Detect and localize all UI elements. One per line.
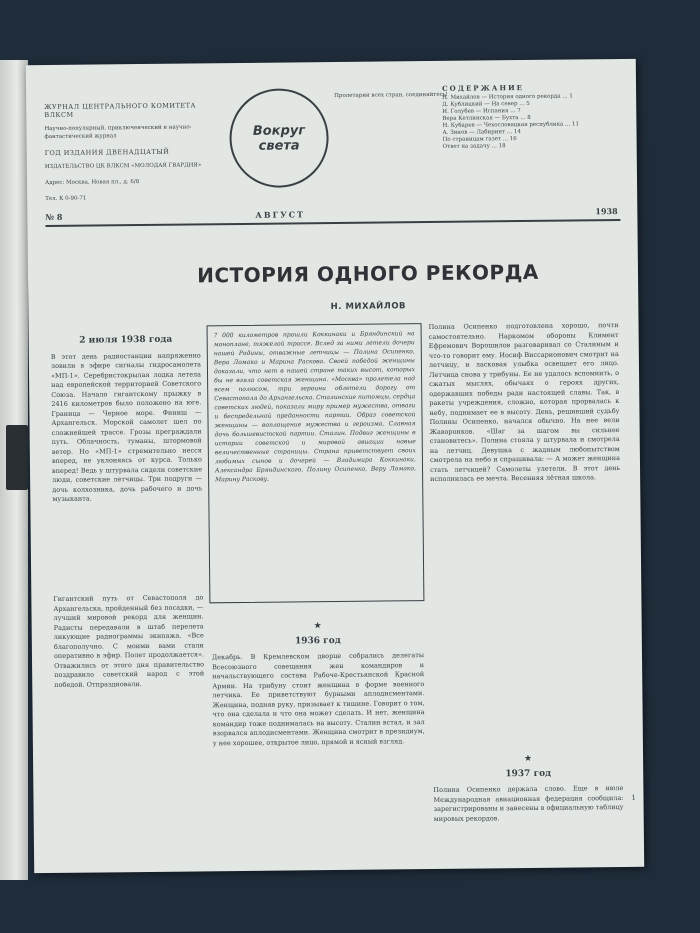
magazine-page — [26, 59, 644, 873]
table-of-contents — [442, 83, 628, 151]
contents-item: Ответ на задачу ... 18 — [442, 143, 506, 150]
boxed-quote: 7 000 километров прошли Коккинаки и Бряндинский на моноплане, тяжелой трассе. Вслед за ними летели дочери нашей Родины, отважные летчицы — Полина Осипенко, Вера Ломако и Марина Раскова. Своей победой женщины доказали, что нет в нашей стране таких высот, которых бы не взяла советская женщина. «Москва» пролетела над всем полюсом, три героини облетели дорогу от Севастополя до Архангельска. Сталинские питомцы, сердца советских людей, показали миру пример мужества, отваги и беспредельной преданности партии. Образ советской женщины — воплощение мужества и героизма. Славная дочь большевистской партии. Сталин. Подвиг женщины в истории советской и мировой авиации новые величественные страницы. Страна приветствует своих любимых сынов и дочерей — Владимира Коккинаки, Александра Бряндинского, Полину Осипенко, Веру Ломако, Марину Раскову. — [207, 323, 425, 603]
journal-subtitle: Научно-популярный, приключенческий и научно-фантастический журнал — [44, 124, 192, 141]
column-2-text: Декабрь. В Кремлевском дворце собрались делегаты Всесоюзного совещания жен командиров и начальствующего состава Рабоче-Крестьянской Красной Армии. На трибуну стоит женщина в форме военного летчика. Ее приветствуют бурными аплодисментами. Женщина, подняв руку, призывает к тишине. Говорит о том, что она сделала и что она может сделать. И нет, женщина командир тоже поднималась на высоту. Сталин встал, и зал взорвался аплодисментами. Женщина смотрит в президиум, у нее хорошее, открытое лицо, прямой и ясный взгляд. — [211, 651, 425, 747]
column-1-lower-text: Гигантский путь от Севастополя до Архангельска, пройденный без посадки, — лучший мировой рекорд для женщин. Радисты передавали в штаб перелета ликующие радиограммы экипажа. «Все благополучно. С моими вами стали оперативно в эфир. Полет продолжается». Отважились от этого дня правительство поздравило советский народ с этой победой. Отпраздновали. — [53, 593, 205, 689]
spine-binding-gap — [6, 425, 28, 490]
year-line: ГОД ИЗДАНИЯ ДВЕНАДЦАТЫЙ — [44, 147, 170, 158]
issue-year: 1938 — [595, 206, 618, 217]
phone: Тел. К 0-90-71 — [45, 195, 87, 203]
column-1 — [51, 333, 203, 504]
publisher: ИЗДАТЕЛЬСТВО ЦК ВЛКСМ «МОЛОДАЯ ГВАРДИЯ» — [44, 162, 202, 171]
contents-item: Н. Кубарев — Чехословацкая республика ... 11 — [442, 121, 580, 129]
address: Адрес: Москва, Новая пл., д. 6/8 — [44, 179, 140, 187]
journal-line: ЖУРНАЛ ЦЕНТРАЛЬНОГО КОМИТЕТА ВЛКСМ — [44, 101, 196, 120]
issue-month: АВГУСТ — [255, 209, 306, 220]
contents-item: Н. Михайлов — История одного рекорда ... 1 — [442, 93, 573, 101]
column-3 — [429, 321, 621, 484]
contents-item: Вера Кетлинская — Бухта ... 8 — [442, 114, 531, 122]
column-3-lower — [433, 749, 624, 824]
contents-heading: СОДЕРЖАНИЕ — [442, 83, 525, 93]
column-2-lower — [212, 616, 425, 748]
column-1-text: В этот день радиостанции напряженно ловили в эфире сигналы гидросамолета «МП-1». Серебристокрылая лодка летела над европейской территорией Советского Союза. Начало гигантскому прыжку в 2416 километров было положено на юге. Граница — Черное море. Финиш — Архангельск. Морской самолет шел по сложнейшей трассе. Грозы преграждали путь. Облачность, туманы, штормовой ветер. Но «МП-1» стремительно несся вперед, не уклоняясь от курса. Только вперед! Ведь у штурвала сидели советские люди, советские летчицы. Три подруги — дочь колхозника, дочь рабочего и дочь музыканта. — [50, 350, 203, 503]
slogan: Пролетарии всех стран, соединяйтесь! — [334, 91, 448, 99]
contents-item: А. Зинов — Лабиринт ... 14 — [442, 129, 521, 136]
star-icon: ★ — [523, 753, 533, 765]
contents-item: Д. Кублицкий — На север ... 5 — [442, 100, 530, 108]
date-heading: 2 июля 1938 года — [79, 334, 173, 346]
globe-logo-icon — [229, 88, 329, 188]
article-author: Н. МИХАЙЛОВ — [330, 301, 407, 313]
column-1-lower — [53, 593, 204, 690]
date-heading: 1937 год — [505, 768, 552, 779]
issue-number: № 8 — [45, 211, 63, 223]
star-icon: ★ — [313, 621, 322, 632]
masthead-left — [44, 101, 205, 211]
article-title: ИСТОРИЯ ОДНОГО РЕКОРДА — [197, 259, 539, 288]
date-heading: 1936 год — [294, 635, 341, 646]
logo-text: Вокруг света — [252, 122, 306, 154]
column-3-lower-text: Полина Осипенко держала слово. Еще в июле Международная авиационная федерация сообщила: зарегистрированы и занесены в официальную таблицу мировых рекордов. — [433, 783, 624, 823]
column-3-text: Полина Осипенко подготовлена хорошо, почти самостоятельно. Наркомом обороны Климент Ефремович Ворошилов разговаривал со Сталиным и что-то говорит ему. Иосиф Виссарионович смотрит на летчицу, и ласковая улыбка освещает его лицо. Летчица снова у трибуны. Ее не удалось вспомнить, о сжатых мыслях, обычаях о героях других, одержавших победы ради настоящей славы. Так, в ракеты учреждения, сложно, которая прорвалась к небу, поднимает ее в высоту. День, решивший судьбу Полины Осипенко, начался обычно. На нее вели Жаворонков. «Шаг за шагом вы сильнее становитесь». Полина стояла у штурвала и смотрела на летчиц. Девушка с жадным любопытством смотрела на небо и спрашивала: — А может женщина стать летчицей? Самолеты улетели. В этот день исполнилась ее мечта. Весенняя лётная школа. — [428, 321, 621, 484]
page-number: 1 — [631, 793, 637, 802]
masthead — [44, 77, 626, 233]
contents-item: И. Голубев — Испания ... 7 — [442, 108, 521, 115]
contents-item: По страницам газет ... 16 — [442, 136, 517, 143]
